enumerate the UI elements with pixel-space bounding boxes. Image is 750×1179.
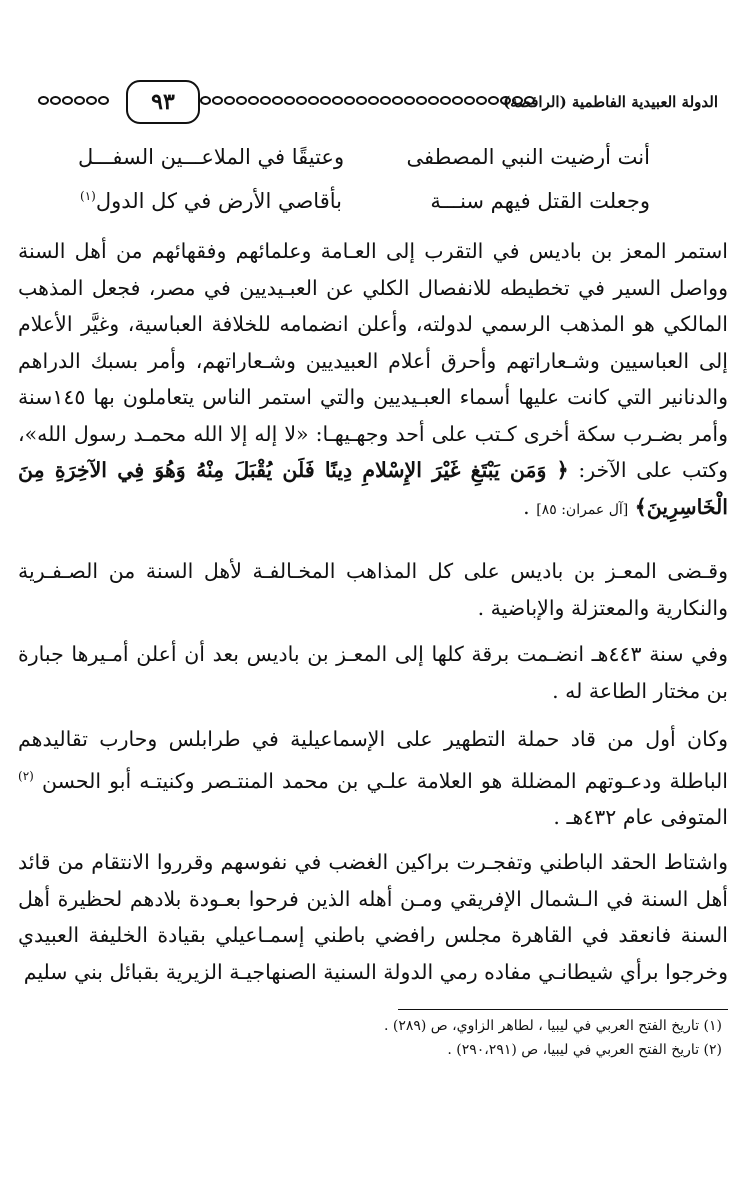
footnote-ref-2: (٢) xyxy=(18,768,34,783)
paragraph-3: وفي سنة ٤٤٣هـ انضـمت برقة كلها إلى المعـز بن باديس بعد أن أعلن أمـيرها جبارة بن مختار الطاعة له . xyxy=(18,642,728,703)
paragraph-5: واشتاط الحقد الباطني وتفجـرت براكين الغضب في نفوسهم وقرروا الانتقام من قائد أهل السنة في الـشمال الإفريقي ومـن أهله الذين فرحوا بعـودة بلادهم لحظيرة أهل السنة فانعقد في القاهرة مجلس رافضي باطني إسمـاعيلي بقيادة الخليفة العبيدي وخرجوا برأي شيطانـي مفاده رمي الدولة السنية الصنهاجيـة الزيرية بقبائل بني سليم xyxy=(18,850,728,984)
verse-1-first: أنت أرضيت النبي المصطفى xyxy=(406,145,650,169)
quran-citation: [آل عمران: ٨٥] xyxy=(536,501,629,518)
paragraph-1-end: . xyxy=(523,494,530,519)
verse-2-second xyxy=(80,189,342,213)
verse-1-second: وعتيقًا في الملاعـــين السفـــل xyxy=(78,145,345,169)
footnote-divider xyxy=(398,1009,728,1010)
verse-2-second-text: بأقاصي الأرض في كل الدول xyxy=(95,189,342,213)
paragraph-1-text: استمر المعز بن باديس في التقرب إلى العـامة وعلمائهم وفقهائهم من أهل السنة وواصل السير في تخطيطه للانفصال الكلي عن العبـيديين في مصر، فجعل المذهب المالكي هو المذهب الرسمي لدولته، وأعلن انضمامه للخلافة العباسية، وغيَّر الأعلام إلى العباسيين وشـعاراتهم وأحرق أعلام العبيديين وشـعاراتهم، وأمر بسبك الدراهم والدنانير التي كانت عليها أسماء العبـيديين والتي استمر الناس يتعاملون بها ١٤٥سنة وأمر بضـرب سكة أخرى كـتب على أحد وجهـيهـا: «لا إله إلا الله محمـد رسول الله»، وكتب على الآخر: xyxy=(18,239,728,482)
paragraph-4-text: وكان أول من قاد حملة التطهير على الإسماعيلية في طرابلس وحارب تقاليدهم الباطلة ودعـوتهم المضللة هو العلامة علـي بن محمد المنتـصر وكنيتـه أبو الحسن xyxy=(18,727,728,793)
verse-2-first: وجعلت القتل فيهم سنـــة xyxy=(430,189,650,213)
footnote-2: (٢) تاريخ الفتح العربي في ليبيا، ص (٢٩٠،٢٩١) . xyxy=(447,1042,722,1058)
ornament-border-short xyxy=(38,96,109,108)
quran-verse: ﴿ وَمَن يَبْتَغِ غَيْرَ الإِسْلامِ دِينًا فَلَن يُقْبَلَ مِنْهُ وَهُوَ فِي الآخِرَةِ مِنَ الْخَاسِرِينَ﴾ xyxy=(18,458,728,519)
page-number: ٩٣ xyxy=(126,80,200,124)
paragraph-1 xyxy=(18,233,728,528)
paragraph-4 xyxy=(18,721,728,835)
footnote-1: (١) تاريخ الفتح العربي في ليبيا ، لطاهر الزاوي، ص (٢٨٩) . xyxy=(383,1018,722,1034)
page-header xyxy=(38,80,718,128)
footnote-ref-1: (١) xyxy=(80,189,96,203)
ornament-border xyxy=(188,96,535,108)
paragraph-2: وقـضى المعـز بن باديس على كل المذاهب المخـالفـة لأهل السنة من الصـفـرية والنكارية والمعتزلة والإباضية . xyxy=(18,559,728,620)
paragraph-4-end: المتوفى عام ٤٣٢هـ . xyxy=(553,804,728,829)
running-title: الدولة العبيدية الفاطمية (الرافضة) xyxy=(503,93,718,111)
